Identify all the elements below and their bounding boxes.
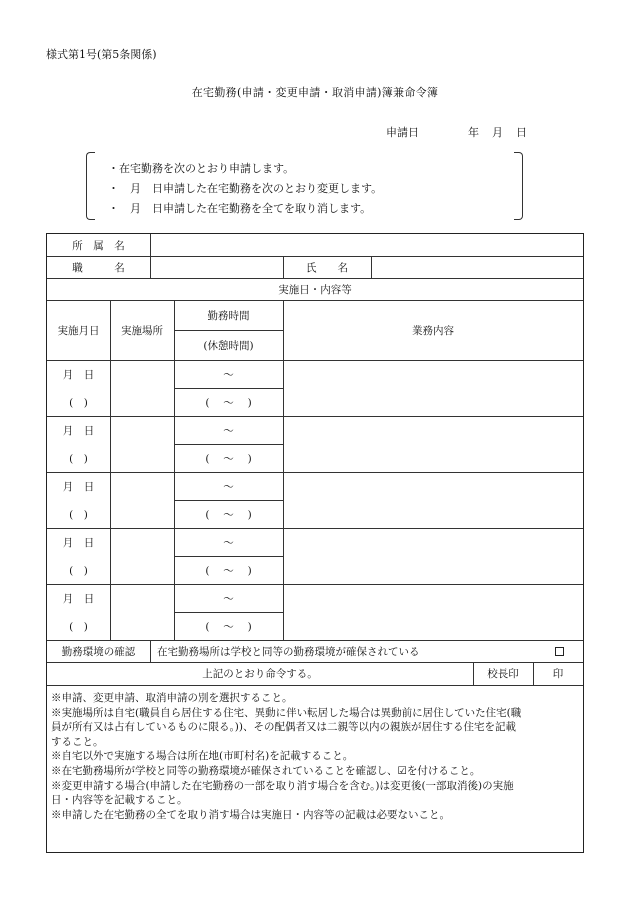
row-month-day[interactable]: 月 日 bbox=[62, 480, 95, 493]
position-label: 職 名 bbox=[72, 261, 125, 274]
rule bbox=[371, 256, 372, 278]
position-field[interactable] bbox=[157, 256, 277, 278]
col-content-header: 業務内容 bbox=[412, 324, 454, 337]
option-apply[interactable]: ・在宅勤務を次のとおり申請します。 bbox=[108, 162, 295, 175]
row-month-day[interactable]: 月 日 bbox=[62, 424, 95, 437]
row-month-day[interactable]: 月 日 bbox=[62, 536, 95, 549]
row-content[interactable] bbox=[289, 584, 579, 640]
note-line: ※申請、変更申請、取消申請の別を選択すること。 bbox=[51, 692, 293, 704]
date-label: 申請日 bbox=[386, 126, 419, 139]
option-cancel[interactable]: ・ 月 日申請した在宅勤務を全てを取り消します。 bbox=[108, 202, 372, 215]
note-line: ※自宅以外で実施する場合は所在地(市町村名)を記載すること。 bbox=[51, 750, 354, 763]
row-month-day[interactable]: 月 日 bbox=[62, 592, 95, 605]
rule bbox=[47, 584, 583, 585]
order-text: 上記のとおり命令する。 bbox=[202, 668, 318, 680]
row-weekday[interactable]: ( ) bbox=[69, 508, 88, 521]
env-checkbox[interactable] bbox=[555, 647, 564, 656]
row-place[interactable] bbox=[110, 472, 174, 528]
row-place[interactable] bbox=[110, 416, 174, 472]
rule bbox=[47, 685, 583, 686]
name-label: 氏 名 bbox=[306, 261, 348, 274]
row-weekday[interactable]: ( ) bbox=[69, 396, 88, 409]
name-field[interactable] bbox=[377, 256, 577, 278]
page-title: 在宅勤務(申請・変更申請・取消申請)簿兼命令簿 bbox=[191, 86, 439, 99]
col-break-header: (休憩時間) bbox=[203, 339, 254, 352]
note-line: 日・内容等を記載すること。 bbox=[51, 794, 188, 807]
note-line: ※在宅勤務場所が学校と同等の勤務環境が確保されていることを確認し、☑を付けること。 bbox=[51, 765, 481, 777]
note-line: 員が所有又は占有しているものに限る。))、その配偶者又は二親等以内の親族が居住する住宅を記載 bbox=[51, 721, 516, 734]
seal-field[interactable]: 印 bbox=[552, 668, 564, 680]
row-break-range[interactable]: ( ～ ) bbox=[205, 508, 252, 521]
row-place[interactable] bbox=[110, 584, 174, 640]
col-date-header: 実施月日 bbox=[57, 324, 100, 337]
section-label: 実施日・内容等 bbox=[278, 283, 352, 296]
row-time-range[interactable]: ～ bbox=[223, 424, 234, 437]
row-break-range[interactable]: ( ～ ) bbox=[205, 396, 252, 409]
row-content[interactable] bbox=[289, 416, 579, 472]
note-line: ※変更申請する場合(申請した在宅勤務の一部を取り消す場合を含む。)は変更後(一部取消後)の実施 bbox=[51, 779, 514, 792]
row-time-range[interactable]: ～ bbox=[223, 536, 234, 549]
affiliation-label: 所 属 名 bbox=[72, 239, 125, 252]
rule bbox=[283, 300, 284, 640]
day-label: 日 bbox=[516, 126, 527, 139]
env-label: 勤務環境の確認 bbox=[61, 645, 136, 658]
row-weekday[interactable]: ( ) bbox=[69, 452, 88, 465]
row-content[interactable] bbox=[289, 360, 579, 416]
principal-seal-label: 校長印 bbox=[487, 668, 519, 680]
row-content[interactable] bbox=[289, 528, 579, 584]
rule bbox=[174, 300, 175, 640]
option-change[interactable]: ・ 月 日申請した在宅勤務を次のとおり変更します。 bbox=[108, 182, 383, 195]
rule bbox=[150, 640, 151, 662]
row-content[interactable] bbox=[289, 472, 579, 528]
rule bbox=[47, 416, 583, 417]
row-time-range[interactable]: ～ bbox=[223, 592, 234, 605]
rule bbox=[47, 528, 583, 529]
form-number: 様式第1号(第5条関係) bbox=[46, 48, 157, 61]
row-time-range[interactable]: ～ bbox=[223, 480, 234, 493]
row-month-day[interactable]: 月 日 bbox=[62, 368, 95, 381]
row-break-range[interactable]: ( ～ ) bbox=[205, 620, 252, 633]
right-bracket bbox=[514, 152, 523, 220]
note-line: ※実施場所は自宅(職員自ら居住する住宅、異動に伴い転居した場合は異動前に居住していた住宅(職 bbox=[51, 706, 522, 719]
note-line: ※申請した在宅勤務の全てを取り消す場合は実施日・内容等の記載は必要ないこと。 bbox=[51, 808, 450, 821]
rule bbox=[47, 472, 583, 473]
note-line: すること。 bbox=[51, 735, 104, 748]
row-weekday[interactable]: ( ) bbox=[69, 620, 88, 633]
row-place[interactable] bbox=[110, 360, 174, 416]
month-label: 月 bbox=[492, 126, 503, 139]
affiliation-field[interactable] bbox=[157, 234, 577, 256]
row-weekday[interactable]: ( ) bbox=[69, 564, 88, 577]
col-hours-header: 勤務時間 bbox=[207, 309, 250, 322]
rule bbox=[110, 300, 111, 640]
application-table bbox=[46, 233, 584, 853]
env-text: 在宅勤務場所は学校と同等の勤務環境が確保されている bbox=[157, 645, 420, 658]
rule bbox=[150, 234, 151, 278]
row-place[interactable] bbox=[110, 528, 174, 584]
col-place-header: 実施場所 bbox=[121, 324, 163, 337]
year-label: 年 bbox=[468, 126, 479, 139]
row-break-range[interactable]: ( ～ ) bbox=[205, 564, 252, 577]
left-bracket bbox=[86, 152, 95, 220]
row-break-range[interactable]: ( ～ ) bbox=[205, 452, 252, 465]
row-time-range[interactable]: ～ bbox=[223, 368, 234, 381]
